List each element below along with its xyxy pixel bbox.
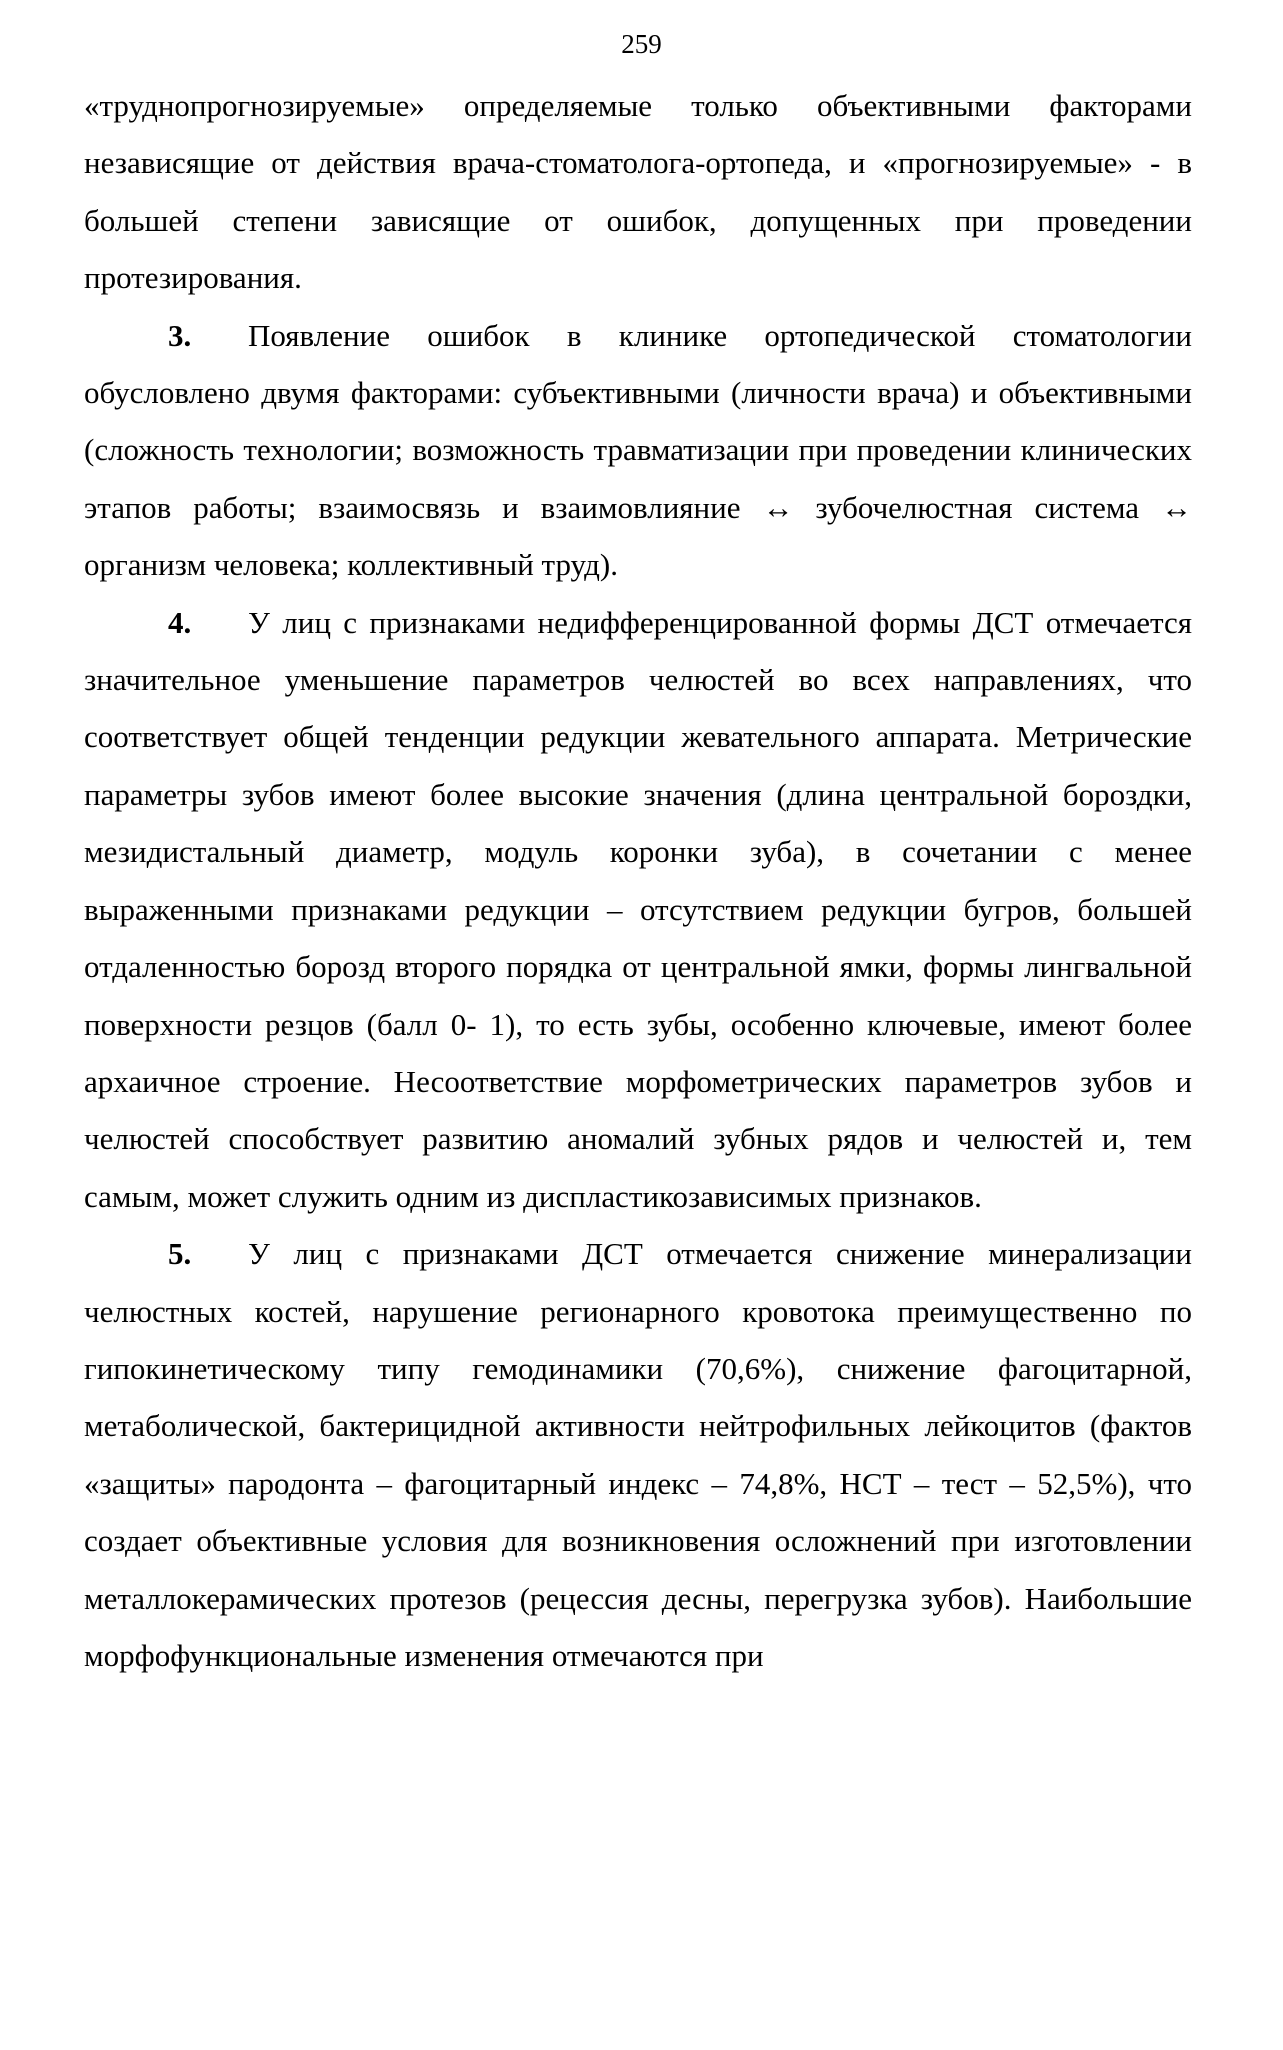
paragraph-text: Появление ошибок в клинике ортопедической стоматологии обусловлено двумя факторами: субъективными (личности врача) и объективными (сложность технологии; возможность травматизации при проведении клинических этапов работы; взаимосвязь и взаимовлияние ↔ зубочелюстная система ↔ организм человека; коллективный труд). — [84, 317, 1192, 583]
document-body — [84, 77, 1192, 1684]
paragraph-number: 5. — [168, 1236, 192, 1272]
paragraph-text: «труднопрогнозируемые» определяемые только объективными факторами независящие от действия врача-стоматолога-ортопеда, и «прогнозируемые» - в большей степени зависящие от ошибок, допущенных при проведении протезирования. — [84, 88, 1192, 296]
paragraph-number: 4. — [168, 604, 192, 640]
paragraph-text: У лиц с признаками недифференцированной формы ДСТ отмечается значительное уменьшение параметров челюстей во всех направлениях, что соответствует общей тенденции редукции жевательного аппарата. Метрические параметры зубов имеют более высокие значения (длина центральной бороздки, мезидистальный диаметр, модуль коронки зуба), в сочетании с менее выраженными признаками редукции – отсутствием редукции бугров, большей отдаленностью борозд второго порядка от центральной ямки, формы лингвальной поверхности резцов (балл 0- 1), то есть зубы, особенно ключевые, имеют более архаичное строение. Несоответствие морфометрических параметров зубов и челюстей способствует развитию аномалий зубных рядов и челюстей и, тем самым, может служить одним из диспластикозависимых признаков. — [84, 604, 1192, 1214]
page-number: 259 — [621, 29, 662, 59]
paragraph-number: 3. — [168, 317, 192, 353]
paragraph-3 — [84, 307, 1192, 594]
paragraph-4 — [84, 594, 1192, 1225]
paragraph-text: У лиц с признаками ДСТ отмечается снижение минерализации челюстных костей, нарушение регионарного кровотока преимущественно по гипокинетическому типу гемодинамики (70,6%), снижение фагоцитарной, метаболической, бактерицидной активности нейтрофильных лейкоцитов (фактов «защиты» пародонта – фагоцитарный индекс – 74,8%, НСТ – тест – 52,5%), что создает объективные условия для возникновения осложнений при изготовлении металлокерамических протезов (рецессия десны, перегрузка зубов). Наибольшие морфофункциональные изменения отмечаются при — [84, 1236, 1192, 1673]
paragraph-continuation — [84, 77, 1192, 307]
paragraph-5 — [84, 1225, 1192, 1684]
